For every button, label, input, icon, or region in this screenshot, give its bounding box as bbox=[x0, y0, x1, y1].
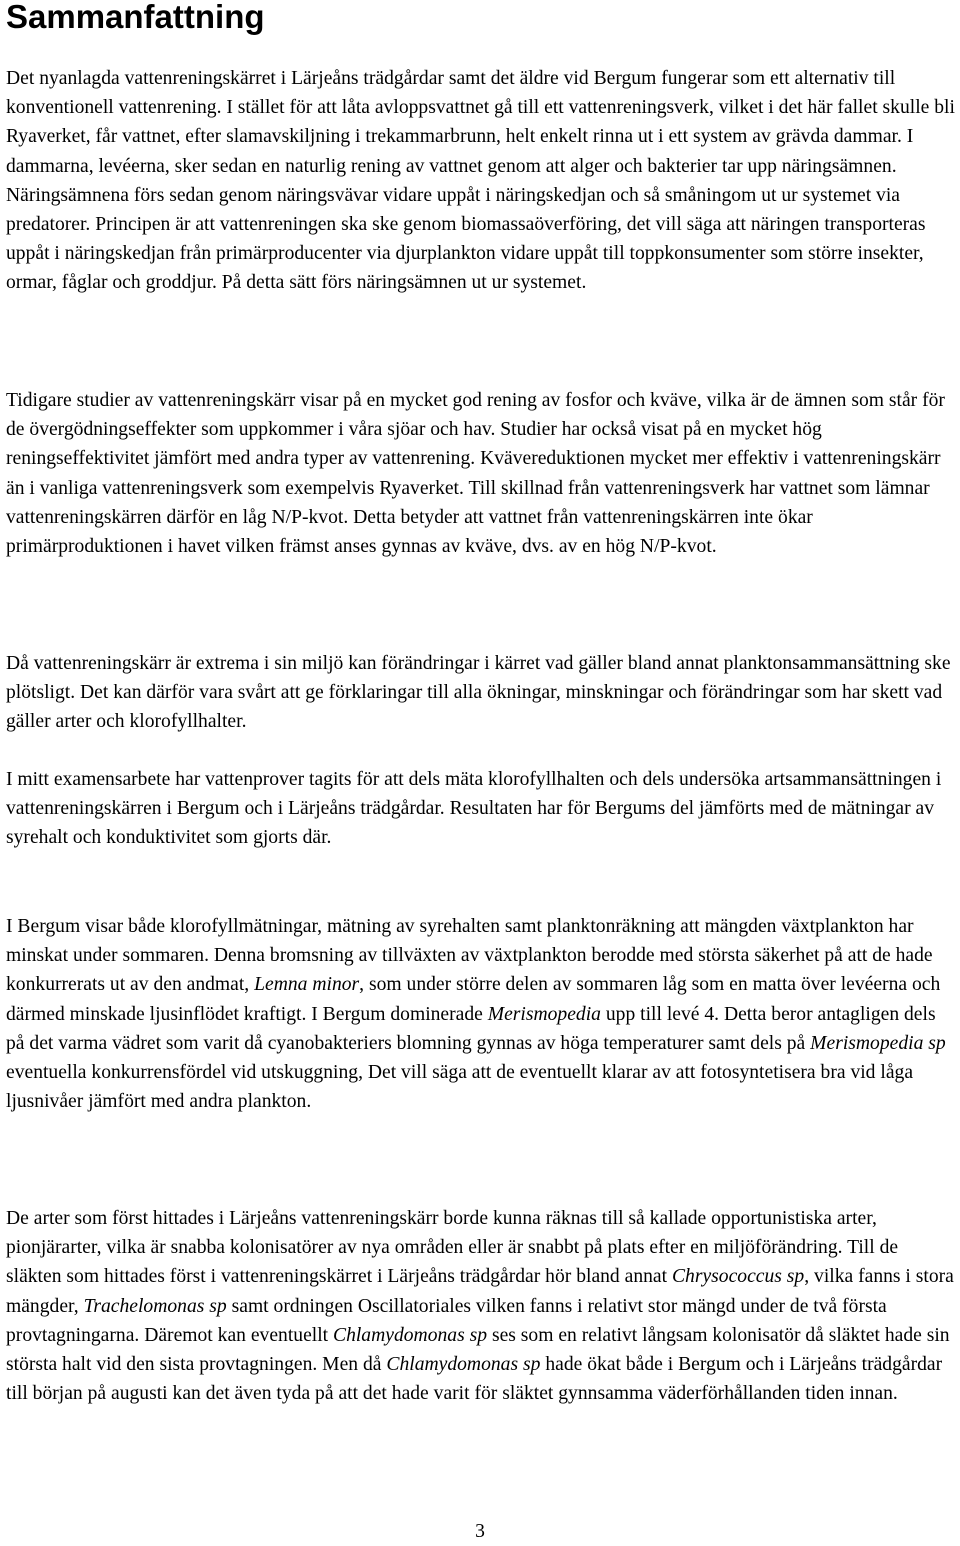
paragraph-text: De arter som först hittades i Lärjeåns vattenreningskärr borde kunna räknas till så kallade opportunistiska arter, pionjärarter, vilka är snabba kolonisatörer av nya områden eller är snabbt på plats efter en miljöförändring. Till de släkten som hittades först i vattenreningskärret i Lärjeåns trädgårdar hör bland annat bbox=[6, 1208, 899, 1288]
paragraph-text: I mitt examensarbete har vattenprover tagits för att dels mäta klorofyllhalten och dels undersöka artsammansättningen i vattenreningskärren i Bergum och i Lärjeåns trädgårdar. Resultaten har för Bergums del jämförts med de mätningar av syrehalt och konduktivitet som gjorts där. bbox=[6, 769, 942, 849]
paragraph-5 bbox=[6, 912, 958, 1116]
paragraph-text: , vilka fanns i stora mängder, bbox=[6, 1266, 954, 1317]
paragraph-text: , som under större delen av sommaren låg som en matta över levéerna och därmed minskade ljusinflödet kraftigt. I Bergum dominerade bbox=[6, 974, 941, 1025]
paragraph-text: samt ordningen Oscillatoriales vilken fanns i relativt stor mängd under de två första provtagningarna. Däremot kan eventuellt bbox=[6, 1295, 887, 1346]
paragraph-6 bbox=[6, 1204, 958, 1408]
paragraph-text: Då vattenreningskärr är extrema i sin miljö kan förändringar i kärret vad gäller bland annat planktonsammansättning ske plötsligt. Det kan därför vara svårt att ge förklaringar till alla ökningar, minskningar och förändringar som har skett vad gäller arter och klorofyllhalter. bbox=[6, 653, 951, 733]
paragraph-4 bbox=[6, 765, 958, 853]
species-name: Chrysococcus sp bbox=[671, 1266, 805, 1288]
paragraph-text: I Bergum visar både klorofyllmätningar, mätning av syrehalten samt planktonräkning att mängden växtplankton har minskat under sommaren. Denna bromsning av tillväxten av växtplankton berodde med största säkerhet på att de hade konkurrerats ut av den andmat, bbox=[6, 916, 933, 996]
paragraph-text: Tidigare studier av vattenreningskärr visar på en mycket god rening av fosfor och kväve, vilka är de ämnen som står för de övergödningseffekter som uppkommer i våra sjöar och hav. Studier har också visat på en mycket hög reningseffektivitet jämfört med andra typer av vattenrening. Kvävereduktionen mycket mer effektiv i vattenreningskärr än i vanliga vattenreningsverk som exempelvis Ryaverket. Till skillnad från vattenreningsverk har vattnet som lämnar vattenreningskärren därför en låg N/P-kvot. Detta betyder att vattnet från vattenreningskärren inte ökar primärproduktionen i havet vilken främst anses gynnas av kväve, dvs. av en hög N/P-kvot. bbox=[6, 390, 945, 558]
species-name: Merismopedia sp bbox=[810, 1032, 946, 1054]
paragraph-text: hade ökat både i Bergum och i Lärjeåns trädgårdar till början på augusti kan det även tyda på att det hade varit för släktet gynnsamma väderförhållanden tiden innan. bbox=[6, 1354, 943, 1405]
species-name: Trachelomonas sp bbox=[83, 1295, 227, 1317]
species-name: Lemna minor bbox=[254, 974, 360, 996]
species-name: Merismopedia bbox=[487, 1003, 601, 1025]
page-title: Sammanfattning bbox=[6, 0, 265, 35]
paragraph-text: eventuella konkurrensfördel vid utskuggning, Det vill säga att de eventuellt klarar av att fotosyntetisera bra vid låga ljusnivåer jämfört med andra plankton. bbox=[6, 1062, 914, 1113]
page-number: 3 bbox=[475, 1521, 485, 1542]
paragraph-text: Det nyanlagda vattenreningskärret i Lärjeåns trädgårdar samt det äldre vid Bergum fungerar som ett alternativ till konventionell vattenrening. I stället för att låta avloppsvattnet gå till ett vattenreningsverk, vilket i det här fallet skulle bli Ryaverket, får vattnet, efter slamavskiljning i trekammarbrunn, helt enkelt rinna ut i ett system av grävda dammar. I dammarna, levéerna, sker sedan en naturlig rening av vattnet genom att alger och bakterier tar upp näringsämnen. Näringsämnena förs sedan genom näringsvävar vidare uppåt i näringskedjan och så småningom ut ur systemet via predatorer. Principen är att vattenreningen ska ske genom biomassaöverföring, det vill säga att näringen transporteras uppåt i näringskedjan från primärproducenter via djurplankton vidare uppåt till toppkonsumenter som större insekter, ormar, fåglar och groddjur. På detta sätt förs näringsämnen ut ur systemet. bbox=[6, 68, 955, 294]
paragraph-2 bbox=[6, 386, 958, 561]
paragraph-text: upp till levé 4. Detta beror antagligen dels på det varma vädret som varit då cyanobakteriers blomning gynnas av höga temperaturer samt dels på bbox=[6, 1003, 936, 1054]
document-page bbox=[6, 0, 956, 1405]
paragraph-3 bbox=[6, 649, 958, 737]
paragraph-text: ses som en relativt långsam kolonisatör då släktet hade sin största halt vid den sista provtagningen. Men då bbox=[6, 1324, 950, 1376]
species-name: Chlamydomonas sp bbox=[386, 1354, 541, 1376]
species-name: Chlamydomonas sp bbox=[333, 1324, 488, 1346]
paragraph-1 bbox=[6, 64, 958, 298]
